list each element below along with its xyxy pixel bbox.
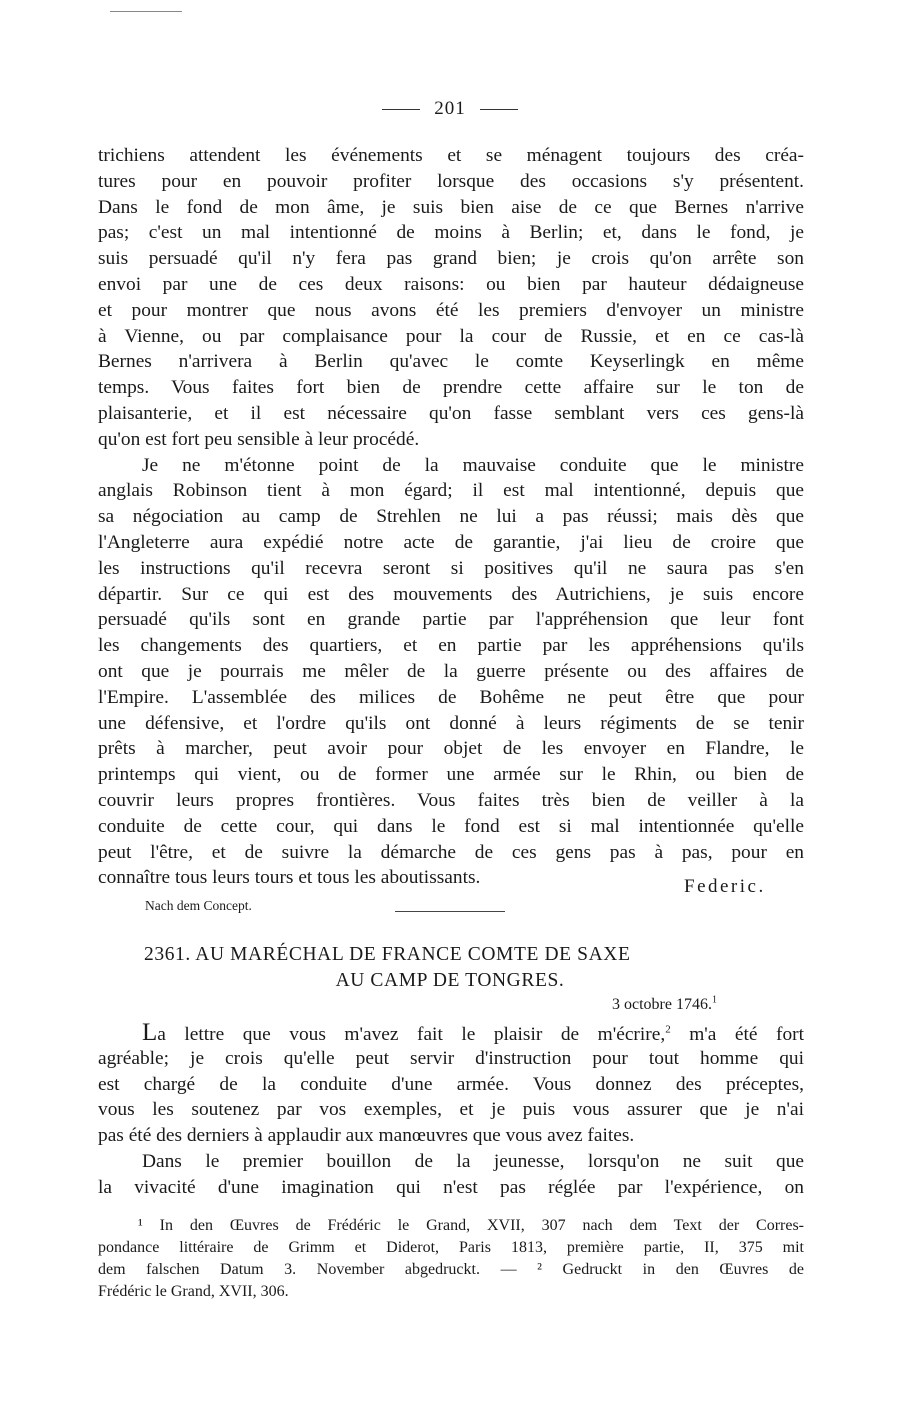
text-line: prêts à marcher, peut avoir pour objet de les envoyer en Flandre, le [98,738,804,760]
paragraph-first-line: Dans le premier bouillon de la jeunesse, lorsqu'on ne suit que [142,1150,804,1172]
top-rule [110,11,182,12]
text-line: qu'on est fort peu sensible à leur procédé. [98,428,420,450]
text-fragment: m'a été fort [670,1024,804,1045]
text-line: conduite de cette cour, qui dans le fond est si mal intentionnée qu'elle [98,815,804,837]
header-dash-right [480,109,518,110]
text-line: persuadé qu'ils sont en grande partie par l'appréhension que leur font [98,609,804,631]
text-fragment: a lettre que vous m'avez fait le plaisir de m'écrire, [157,1024,666,1045]
text-line: est chargé de la conduite d'une armée. Vous donnez des préceptes, [98,1073,804,1095]
text-line: trichiens attendent les événements et se ménagent toujours des créa- [98,145,804,166]
footnote-marker: 2 [665,1023,671,1036]
paragraph-first-line: Je ne m'étonne point de la mauvaise conduite que le ministre [142,454,804,476]
paragraph-first-line [98,1020,804,1046]
letter-date-text: 3 octobre 1746. [612,996,712,1013]
letter-heading-line2: AU CAMP DE TONGRES. [335,970,565,991]
letter-date [612,996,717,1014]
text-line: suis persuadé qu'il n'y fera pas grand bien; je crois qu'on arrête son [98,248,804,270]
footnote-line: pondance littéraire de Grimm et Diderot, Paris 1813, première partie, II, 375 mit [98,1239,804,1256]
text-line: connaître tous leurs tours et tous les aboutissants. [98,867,481,889]
text-line: pas; c'est un mal intentionné de moins à Berlin; et, dans le fond, je [98,222,804,244]
text-line: l'Angleterre aura expédié notre acte de garantie, j'ai lieu de croire que [98,531,804,553]
letter-heading-line1: 2361. AU MARÉCHAL DE FRANCE COMTE DE SAXE [144,944,631,965]
text-line: anglais Robinson tient à mon égard; il est mal intentionné, depuis que [98,480,804,502]
text-line: sa négociation au camp de Strehlen ne lui a pas réussi; mais dès que [98,506,804,528]
text-line: printemps qui vient, ou de former une armée sur le Rhin, ou bien de [98,764,804,786]
text-line: tures pour en pouvoir profiter lorsque des occasions s'y présentent. [98,170,804,192]
page-header [0,98,900,120]
text-line: temps. Vous faites fort bien de prendre cette affaire sur le ton de [98,377,804,399]
text-line: la vivacité d'une imagination qui n'est pas réglée par l'expérience, on [98,1176,804,1198]
text-line: les changements des quartiers, et en partie par les appréhensions qu'ils [98,635,804,657]
text-line: vous les soutenez par vos exemples, et je puis vous assurer que je n'ai [98,1099,804,1121]
text-line: peut l'être, et de suivre la démarche de ces gens pas à pas, pour en [98,841,804,863]
footnote-marker: 1 [711,994,717,1006]
footnotes [98,1215,804,1303]
text-line: et pour montrer que nous avons été les premiers d'envoyer un ministre [98,299,804,321]
letter-body [98,1020,804,1201]
text-line: Dans le fond de mon âme, je suis bien aise de ce que Bernes n'arrive [98,196,804,218]
letter-continuation [98,143,804,891]
text-line: l'Empire. L'assemblée des milices de Bohême ne peut être que pour [98,686,804,708]
signature: Federic. [684,876,766,897]
footnote-line: Frédéric le Grand, XVII, 306. [98,1283,289,1300]
text-line: couvrir leurs propres frontières. Vous faites très bien de veiller à la [98,789,804,811]
text-line: plaisanterie, et il est nécessaire qu'on fasse semblant vers ces gens-là [98,402,804,424]
text-line: pas été des derniers à applaudir aux manœuvres que vous avez faites. [98,1125,635,1147]
text-line: départir. Sur ce qui est des mouvements des Autrichiens, je suis encore [98,583,804,605]
header-dash-left [382,109,420,110]
text-line: une défensive, et l'ordre qu'ils ont donné à leurs régiments de se tenir [98,712,804,734]
footnote-line: dem falschen Datum 3. November abgedruckt. — ² Gedruckt in den Œuvres de [98,1261,804,1278]
text-line: Bernes n'arrivera à Berlin qu'avec le comte Keyserlingk en même [98,351,804,373]
page-number: 201 [434,98,466,119]
footnote-line: ¹ In den Œuvres de Frédéric le Grand, XVII, 307 nach dem Text der Corres- [138,1217,804,1234]
section-divider [395,911,505,912]
source-note: Nach dem Concept. [145,898,252,913]
text-line: agréable; je crois qu'elle peut servir d'instruction pour tout homme qui [98,1047,804,1069]
text-line: envoi par une de ces deux raisons: ou bien par hauteur dédaigneuse [98,273,804,295]
text-line: ont que je pourrais me mêler de la guerre présente ou des affaires de [98,660,804,682]
drop-cap: L [142,1019,158,1046]
text-line: les instructions qu'il recevra seront si positives qu'il ne saura pas s'en [98,557,804,579]
text-line: à Vienne, ou par complaisance pour la cour de Russie, et en ce cas-là [98,325,804,347]
